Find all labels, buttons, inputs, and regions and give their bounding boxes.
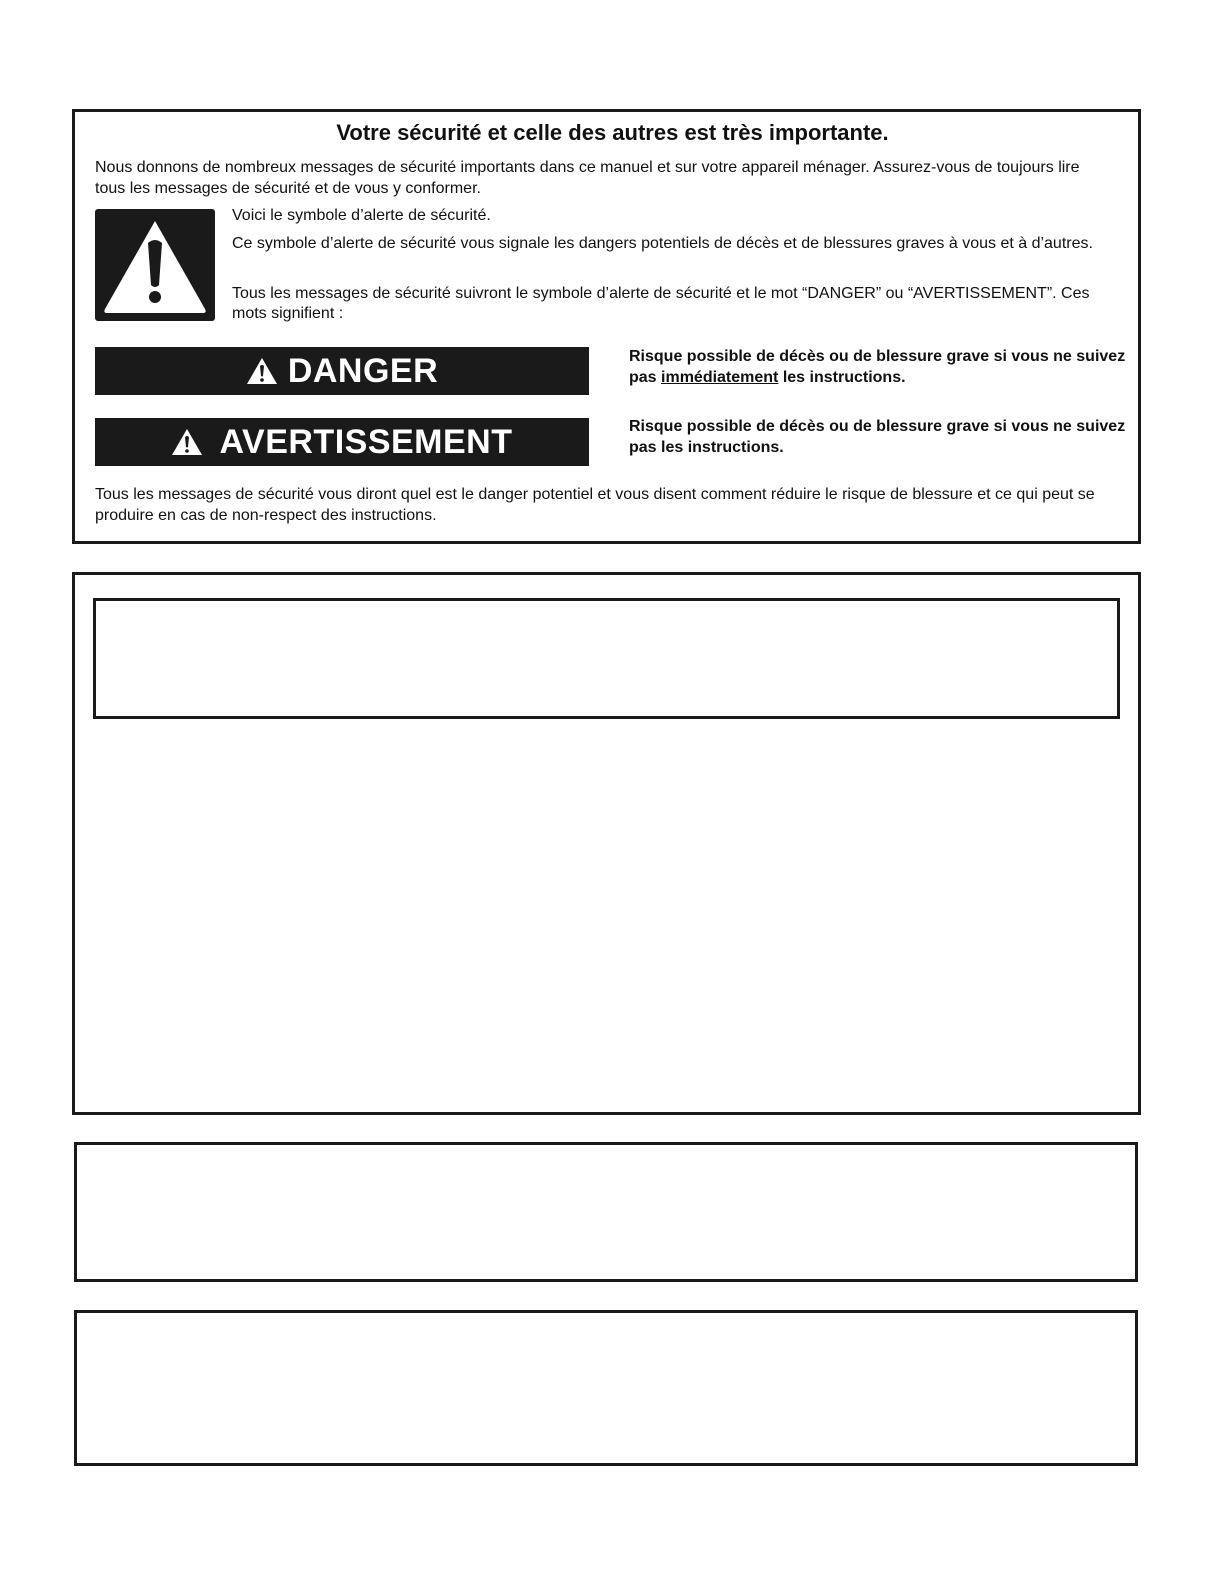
warning-description: Risque possible de décès ou de blessure grave si vous ne suivez pas les instructions. [629, 418, 1126, 456]
intro-paragraph: Nous donnons de nombreux messages de sécurité importants dans ce manuel et sur votre appareil ménager. Assurez-vous de toujours lire tous les messages de sécurité et de vous y conformer. [95, 159, 1080, 197]
danger-desc-part-1: Risque possible de décès ou de blessure grave si vous ne suivez pas [629, 348, 1126, 386]
danger-signal-bar [95, 347, 589, 395]
danger-description [629, 346, 1134, 388]
danger-desc-part-2: les instructions. [778, 369, 906, 386]
warning-signal-bar [95, 418, 589, 466]
warning-label: AVERTISSEMENT [219, 422, 513, 461]
empty-section-box [74, 1142, 1138, 1282]
symbol-description-2: Ce symbole d’alerte de sécurité vous signale les dangers potentiels de décès et de blessures graves à vous et à d’autres. [232, 235, 1093, 252]
symbol-description-1: Voici le symbole d’alerte de sécurité. [232, 207, 491, 224]
danger-label: DANGER [287, 351, 439, 390]
danger-alert-icon [246, 357, 278, 385]
warning-alert-icon [171, 428, 203, 456]
empty-section-box [74, 1310, 1138, 1466]
safety-alert-triangle-icon [95, 209, 215, 321]
empty-inner-box [93, 598, 1120, 719]
closing-paragraph: Tous les messages de sécurité vous diront quel est le danger potentiel et vous disent comment réduire le risque de blessure et ce qui peut se produire en cas de non-respect des instructions. [95, 486, 1095, 524]
symbol-description-3: Tous les messages de sécurité suivront le symbole d’alerte de sécurité et le mot “DANGER” ou “AVERTISSEMENT”. Ces mots signifient : [232, 285, 1090, 322]
danger-desc-emphasis: immédiatement [661, 369, 779, 386]
safety-title: Votre sécurité et celle des autres est très importante. [336, 120, 889, 145]
